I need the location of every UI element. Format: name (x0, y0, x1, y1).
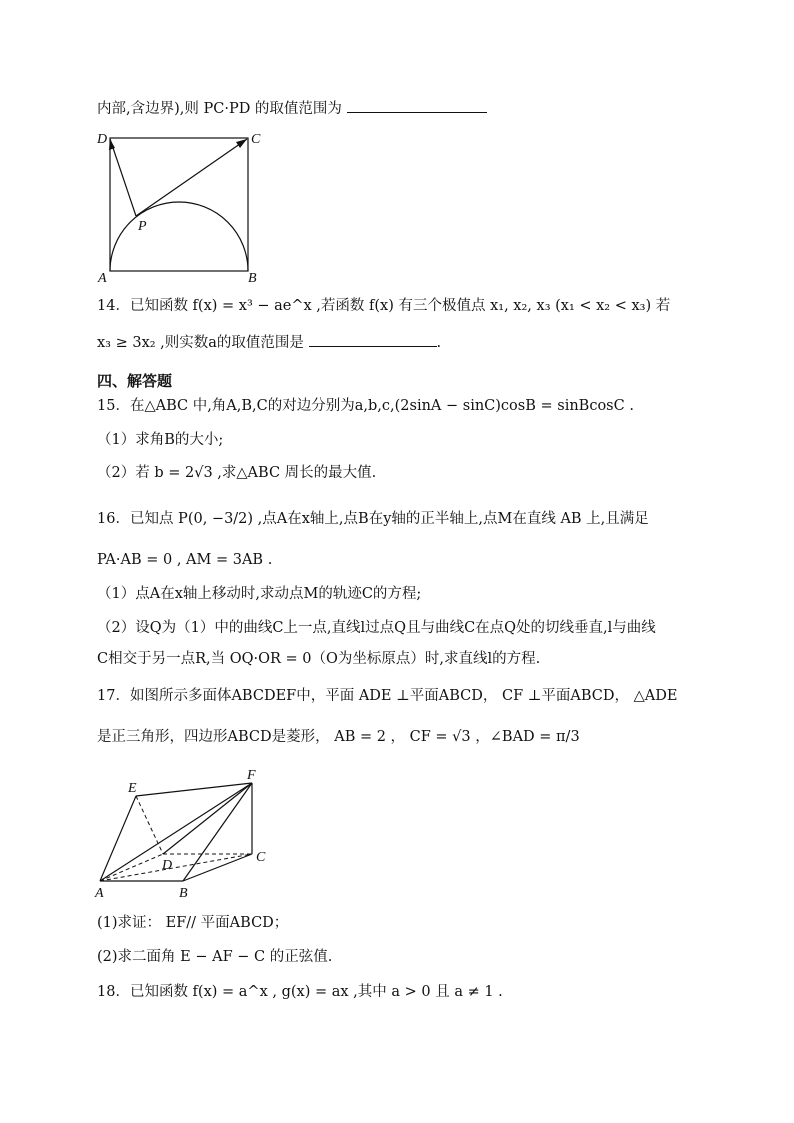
label-p: P (138, 219, 147, 234)
question-17-line2: 是正三角形，四边形ABCD是菱形， AB = 2 ， CF = √3 ，∠BAD = π/3 (97, 729, 580, 745)
question-14-line2: x₃ ≥ 3x₂ ,则实数a的取值范围是 . (97, 332, 441, 353)
label-f: F (247, 768, 256, 783)
arrowhead-c (236, 139, 247, 148)
question-14-line1: 14．已知函数 f(x) = x³ − ae^x ,若函数 f(x) 有三个极值点 x₁, x₂, x₃ (x₁ < x₂ < x₃) 若 (97, 298, 671, 314)
question-15: 15．在△ABC 中,角A,B,C的对边分别为a,b,c,(2sinA − sinC)cosB = sinBcosC . (97, 398, 634, 414)
question-13-tail (97, 98, 487, 119)
vector-pd (110, 139, 136, 216)
text-line: x₃ ≥ 3x₂ ,则实数a的取值范围是 (97, 335, 304, 351)
vector-pc (136, 139, 247, 216)
diagonal-ac-hidden (100, 854, 252, 881)
question-18: 18．已知函数 f(x) = a^x , g(x) = ax ,其中 a > 0 且 a ≠ 1 . (97, 984, 503, 1000)
edge-af (100, 783, 252, 881)
label-d: D (162, 858, 173, 873)
question-16-part2-line2: C相交于另一点R,当 OQ·OR = 0（O为坐标原点）时,求直线l的方程. (97, 651, 541, 667)
square-semicircle-figure (95, 125, 270, 285)
label-d: D (97, 132, 108, 147)
question-16-line1: 16．已知点 P(0, −3/2) ,点A在x轴上,点B在y轴的正半轴上,点M在直线 AB 上,且满足 (97, 511, 649, 527)
edge-ae (100, 796, 136, 881)
label-c: C (256, 850, 266, 865)
question-17-part1: (1)求证： EF// 平面ABCD； (97, 915, 289, 931)
label-b: B (179, 886, 188, 901)
arrowhead-d (109, 139, 115, 150)
square (110, 138, 248, 271)
section-heading: 四、解答题 (97, 372, 173, 390)
question-16-part2-line1: （2）设Q为（1）中的曲线C上一点,直线l过点Q且与曲线C在点Q处的切线垂直,l与曲线 (97, 620, 656, 636)
semicircle (110, 202, 248, 271)
edge-bc (183, 854, 252, 881)
label-a: A (98, 271, 107, 285)
question-16-line2: PA·AB = 0 , AM = 3AB . (97, 552, 273, 568)
answer-blank (347, 98, 487, 113)
question-17-part2: (2)求二面角 E − AF − C 的正弦值. (97, 949, 333, 965)
label-a: A (95, 886, 104, 901)
edge-ed-hidden (136, 796, 163, 854)
label-e: E (128, 781, 137, 796)
edge-df (163, 783, 252, 854)
question-15-part2: （2）若 b = 2√3 ,求△ABC 周长的最大值. (97, 465, 377, 481)
question-15-part1: （1）求角B的大小; (97, 432, 224, 448)
answer-blank (309, 332, 437, 347)
question-17-line1: 17．如图所示多面体ABCDEF中，平面 ADE ⊥平面ABCD， CF ⊥平面ABCD， △ADE (97, 688, 678, 704)
label-c: C (251, 132, 261, 147)
edge-bf (183, 783, 252, 881)
text-line: 内部,含边界),则 PC·PD 的取值范围为 (97, 101, 342, 117)
question-16-part1: （1）点A在x轴上移动时,求动点M的轨迹C的方程; (97, 586, 422, 602)
polyhedron-figure (90, 765, 280, 905)
label-b: B (248, 271, 257, 285)
